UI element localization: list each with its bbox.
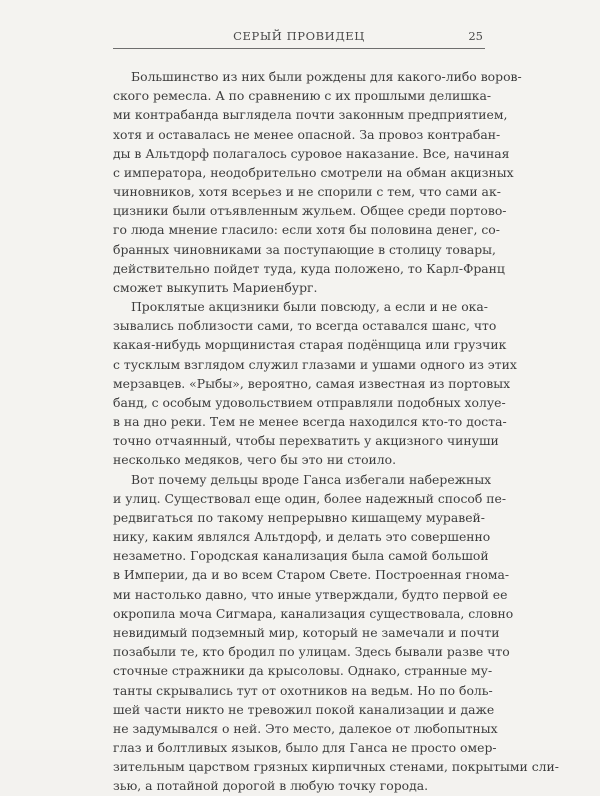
text-line: бранных чиновниками за поступающие в столицу товары, <box>113 241 496 257</box>
text-line: какая-нибудь морщинистая старая подёнщица или грузчик <box>113 337 507 353</box>
body-text <box>113 67 559 796</box>
text-line: шей части никто не тревожил покой канализации и даже <box>113 701 495 717</box>
text-line: в на дно реки. Тем не менее всегда находился кто-то доста- <box>113 414 507 430</box>
text-line: нику, каким являлся Альтдорф, и делать это совершенно <box>113 529 491 545</box>
text-line: ми настолько давно, что иные утверждали, будто первой ее <box>113 586 508 602</box>
text-line: чиновников, хотя всерьез и не спорили с тем, что сами ак- <box>113 184 501 200</box>
text-line: ми контрабанда выглядела почти законным предприятием, <box>113 107 508 123</box>
text-line: в Империи, да и во всем Старом Свете. Построенная гнома- <box>113 567 510 583</box>
text-line: ского ремесла. А по сравнению с их прошлыми делишка- <box>113 88 492 104</box>
text-line: хотя и оставалась не менее опасной. За провоз контрабан- <box>113 126 501 142</box>
page-number: 25 <box>468 29 483 43</box>
text-line: не задумывался о ней. Это место, далекое от любопытных <box>113 720 498 736</box>
text-line: сточные стражники да крысоловы. Однако, странные му- <box>113 663 493 679</box>
text-line: го люда мнение гласило: если хотя бы половина денег, со- <box>113 222 500 238</box>
text-line: зительным царством грязных кирпичных стенами, покрытыми сли- <box>113 759 559 775</box>
text-line: несколько медяков, чего бы это ни стоило. <box>113 452 397 468</box>
text-line: зывались поблизости сами, то всегда оставался шанс, что <box>113 318 497 334</box>
text-line: глаз и болтливых языков, было для Ганса не просто омер- <box>113 740 497 756</box>
text-line: окропила моча Сигмара, канализация существовала, словно <box>113 605 514 621</box>
text-line: банд, с особым удовольствием отправляли подобных холуе- <box>113 394 506 410</box>
text-line: мерзавцев. «Рыбы», вероятно, самая известная из портовых <box>113 375 511 391</box>
text-line: Вот почему дельцы вроде Ганса избегали набережных <box>131 471 492 487</box>
text-line: Большинство из них были рождены для какого-либо воров- <box>131 69 522 84</box>
text-line: зью, а потайной дорогой в любую точку города. <box>113 778 429 794</box>
running-title: СЕРЫЙ ПРОВИДЕЦ <box>233 29 365 43</box>
text-line: позабыли те, кто бродил по улицам. Здесь бывали разве что <box>113 644 510 660</box>
text-line: редвигаться по такому непрерывно кишащему муравей- <box>113 509 485 525</box>
text-line: точно отчаянный, чтобы перехватить у акцизного чинуши <box>113 433 499 449</box>
text-line: с тусклым взглядом служил глазами и ушами одного из этих <box>113 356 517 372</box>
text-line: невидимый подземный мир, который не замечали и почти <box>113 624 500 640</box>
text-line: сможет выкупить Мариенбург. <box>113 279 318 295</box>
running-header <box>113 22 485 49</box>
text-line: действительно пойдет туда, куда положено, то Карл-Франц <box>113 260 505 276</box>
text-line: незаметно. Городская канализация была самой большой <box>113 548 489 564</box>
text-line: и улиц. Существовал еще один, более надежный способ пе- <box>113 490 507 506</box>
text-line: танты скрывались тут от охотников на ведьм. Но по боль- <box>113 682 493 698</box>
text-line: цизники были отъявленным жульем. Общее среди портово- <box>113 203 507 219</box>
text-line: Проклятые акцизники были повсюду, а если и не ока- <box>131 299 488 315</box>
text-line: ды в Альтдорф полагалось суровое наказание. Все, начиная <box>113 145 510 161</box>
text-line: с императора, неодобрительно смотрели на обман акцизных <box>113 164 514 180</box>
